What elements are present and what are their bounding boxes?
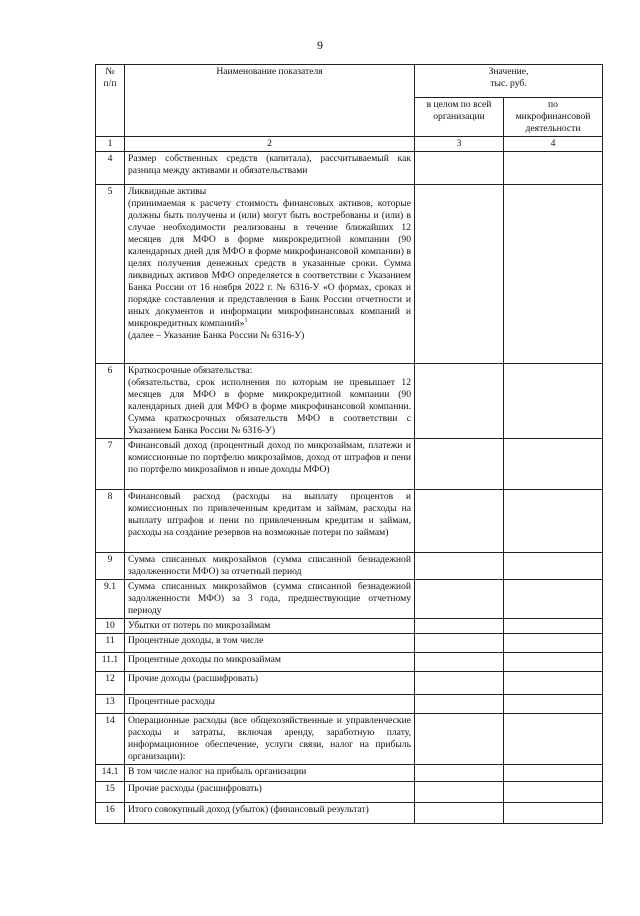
table-row <box>96 714 603 765</box>
row-number: 14 <box>96 714 125 765</box>
value-mfo-cell[interactable] <box>504 803 603 824</box>
value-mfo-cell[interactable] <box>504 152 603 185</box>
table-row <box>96 803 603 824</box>
row-number: 10 <box>96 619 125 634</box>
value-total-cell[interactable] <box>415 553 504 580</box>
value-mfo-cell[interactable] <box>504 553 603 580</box>
indicator-name: Размер собственных средств (капитала), рассчитываемый как разница между активами и обязательствами <box>125 152 415 185</box>
values-header-label: Значение, тыс. руб. <box>488 66 529 89</box>
indicator-name <box>125 185 415 364</box>
value-total-cell[interactable] <box>415 782 504 803</box>
row-number: 16 <box>96 803 125 824</box>
row-number: 6 <box>96 364 125 439</box>
table-row <box>96 185 603 364</box>
value-total-cell[interactable] <box>415 672 504 695</box>
value-total-cell[interactable] <box>415 634 504 653</box>
value-total-cell[interactable] <box>415 152 504 185</box>
indicator-name: В том числе налог на прибыль организации <box>125 765 415 782</box>
header-row <box>96 65 603 98</box>
value-mfo-cell[interactable] <box>504 185 603 364</box>
table-row <box>96 653 603 672</box>
column-number: 3 <box>415 137 504 152</box>
page-number: 9 <box>317 38 323 52</box>
row-number: 11.1 <box>96 653 125 672</box>
value-mfo-cell[interactable] <box>504 672 603 695</box>
indicator-name: Процентные доходы, в том числе <box>125 634 415 653</box>
value-mfo-cell[interactable] <box>504 364 603 439</box>
value-mfo-cell[interactable] <box>504 439 603 490</box>
row-number: 9.1 <box>96 580 125 619</box>
value-mfo-cell[interactable] <box>504 714 603 765</box>
col-mfo-header-label: по микрофинансовой деятельности <box>515 99 591 134</box>
indicator-name: Итого совокупный доход (убыток) (финансовый результат) <box>125 803 415 824</box>
indicator-name: Сумма списанных микрозаймов (сумма списанной безнадежной задолженности МФО) за 3 года, предшествующие отчетному периоду <box>125 580 415 619</box>
table-row <box>96 634 603 653</box>
table-row <box>96 439 603 490</box>
value-total-cell[interactable] <box>415 490 504 553</box>
indicator-name: Процентные доходы по микрозаймам <box>125 653 415 672</box>
col-name-header-label: Наименование показателя <box>216 66 323 77</box>
col-mfo-header <box>504 98 603 137</box>
value-mfo-cell[interactable] <box>504 580 603 619</box>
column-number: 1 <box>96 137 125 152</box>
indicator-name-tail: (далее – Указание Банка России № 6316-У) <box>128 330 305 341</box>
col-number-header-label: № п/п <box>103 66 117 89</box>
value-mfo-cell[interactable] <box>504 765 603 782</box>
indicator-name: Прочие расходы (расшифровать) <box>125 782 415 803</box>
table-row <box>96 782 603 803</box>
col-name-header <box>125 65 415 137</box>
value-total-cell[interactable] <box>415 653 504 672</box>
value-mfo-cell[interactable] <box>504 619 603 634</box>
column-number: 2 <box>125 137 415 152</box>
value-mfo-cell[interactable] <box>504 653 603 672</box>
row-number: 12 <box>96 672 125 695</box>
row-number: 5 <box>96 185 125 364</box>
indicators-table <box>95 64 603 824</box>
indicator-name: Финансовый доход (процентный доход по микрозаймам, платежи и комиссионные по портфелю микрозаймов, доход от штрафов и пени по портфелю микрозаймов и иные доходы МФО) <box>125 439 415 490</box>
footnote-marker: 1 <box>244 317 248 324</box>
value-mfo-cell[interactable] <box>504 782 603 803</box>
table-row <box>96 490 603 553</box>
table-row <box>96 619 603 634</box>
col-total-header-label: в целом по всей организации <box>426 99 492 122</box>
indicator-name-text: Ликвидные активы (принимаемая к расчету стоимость финансовых активов, которые должны быть получены и (или) могут быть востребованы и (или) в случае необходимости реализованы в течение ближайших 12 месяцев для МФО в форме микрокредитной компании (90 календарных дней для МФО в форме микрофинансовой компании) в целях получения денежных средств в указанные сроки. Сумма ликвидных активов МФО определяется в соответствии с Указанием Банка России от 16 ноября 2022 г. № 6316-У «О формах, сроках и порядке составления и представления в Банк России отчетности и иных документов и информации микрофинансовых компаний и микрокредитных компаний» <box>128 186 411 329</box>
indicator-name: Краткосрочные обязательства: (обязательства, срок исполнения по которым не превышает 12 месяцев для МФО в форме микрокредитной компании (90 календарных дней для МФО в форме микрофинансовой компании. Сумма краткосрочных обязательств МФО в соответствии с Указанием Банка России № 6316-У) <box>125 364 415 439</box>
table-row <box>96 580 603 619</box>
col-total-header <box>415 98 504 137</box>
row-number: 8 <box>96 490 125 553</box>
value-total-cell[interactable] <box>415 619 504 634</box>
row-number: 7 <box>96 439 125 490</box>
value-total-cell[interactable] <box>415 439 504 490</box>
row-number: 13 <box>96 695 125 714</box>
indicator-name: Убытки от потерь по микрозаймам <box>125 619 415 634</box>
value-total-cell[interactable] <box>415 185 504 364</box>
value-total-cell[interactable] <box>415 364 504 439</box>
value-total-cell[interactable] <box>415 714 504 765</box>
indicator-name: Финансовый расход (расходы на выплату процентов и комиссионных по привлеченным кредитам и займам, расходы на выплату штрафов и пени по привлеченным кредитам и займам, расходы на создание резервов на возможные потери по займам) <box>125 490 415 553</box>
table-row <box>96 152 603 185</box>
table-row <box>96 672 603 695</box>
col-number-header <box>96 65 125 137</box>
value-total-cell[interactable] <box>415 580 504 619</box>
table-row <box>96 695 603 714</box>
value-total-cell[interactable] <box>415 695 504 714</box>
row-number: 11 <box>96 634 125 653</box>
table-row <box>96 765 603 782</box>
column-numbers-row <box>96 137 603 152</box>
table-row <box>96 364 603 439</box>
row-number: 15 <box>96 782 125 803</box>
row-number: 4 <box>96 152 125 185</box>
value-mfo-cell[interactable] <box>504 695 603 714</box>
row-number: 14.1 <box>96 765 125 782</box>
value-mfo-cell[interactable] <box>504 490 603 553</box>
value-total-cell[interactable] <box>415 765 504 782</box>
indicator-name: Сумма списанных микрозаймов (сумма списанной безнадежной задолженности МФО) за отчетный период <box>125 553 415 580</box>
indicator-name: Операционные расходы (все общехозяйственные и управленческие расходы и затраты, включая аренду, заработную плату, информационное обеспечение, услуги связи, налог на прибыль организации): <box>125 714 415 765</box>
row-number: 9 <box>96 553 125 580</box>
values-header <box>415 65 603 98</box>
table-row <box>96 553 603 580</box>
indicator-name: Прочие доходы (расшифровать) <box>125 672 415 695</box>
value-mfo-cell[interactable] <box>504 634 603 653</box>
value-total-cell[interactable] <box>415 803 504 824</box>
column-number: 4 <box>504 137 603 152</box>
indicator-name: Процентные расходы <box>125 695 415 714</box>
